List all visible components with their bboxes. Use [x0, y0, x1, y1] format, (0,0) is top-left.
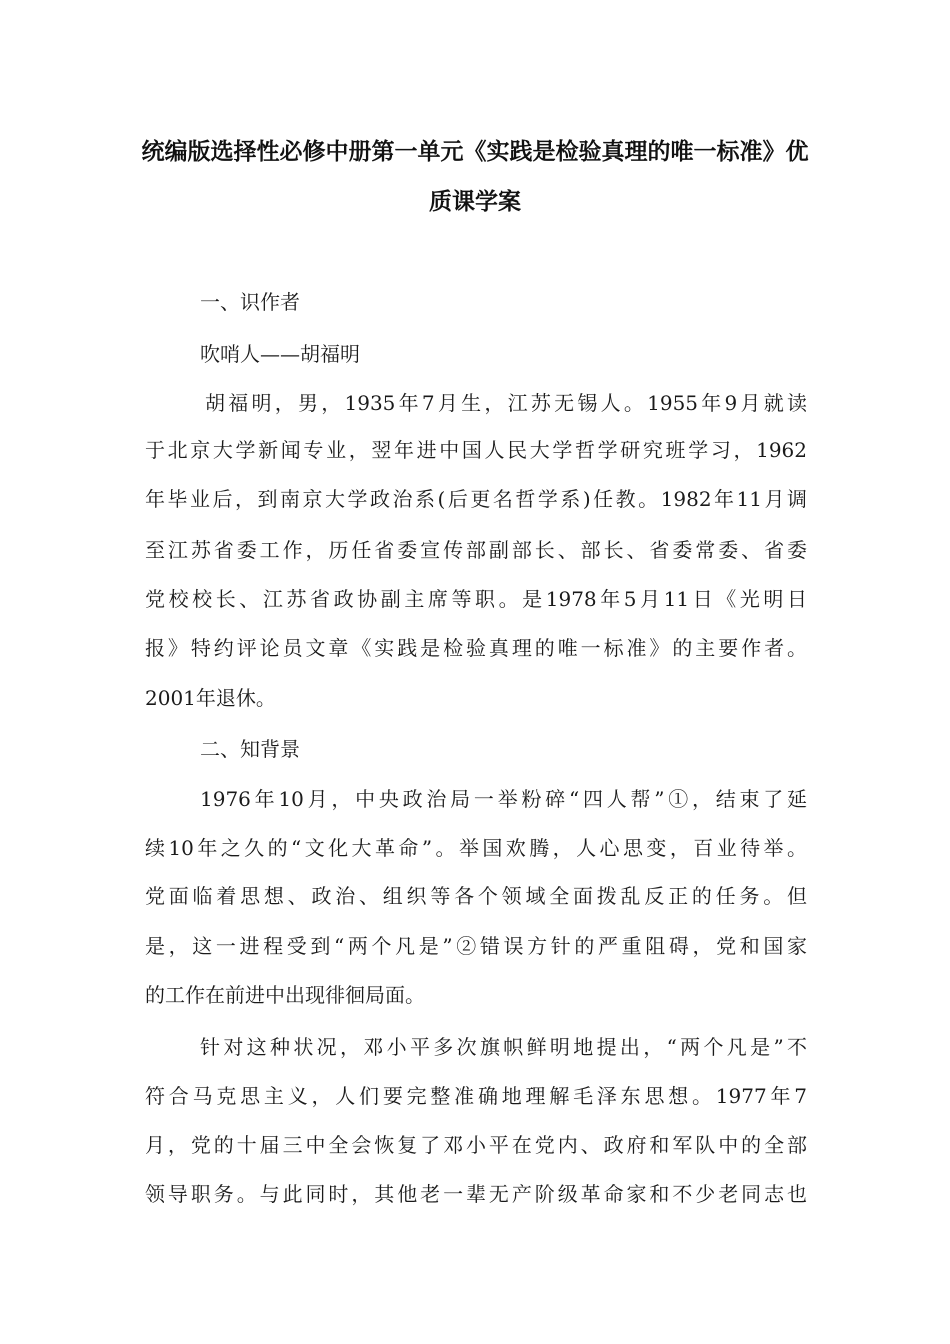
paragraph-line: 月，党的十届三中全会恢复了邓小平在党内、政府和军队中的全部: [145, 1133, 807, 1157]
paragraph-line: 针对这种状况，邓小平多次旗帜鲜明地提出，“两个凡是”不: [200, 1035, 807, 1059]
paragraph-line: 续10年之久的“文化大革命”。举国欢腾，人心思变，百业待举。: [145, 836, 807, 860]
document-title-line-2: 质课学案: [429, 189, 521, 215]
paragraph-line: 党校校长、江苏省政协副主席等职。是1978年5月11日《光明日: [145, 587, 807, 611]
paragraph-line: 是，这一进程受到“两个凡是”②错误方针的严重阻碍，党和国家: [145, 934, 807, 958]
paragraph-line: 党面临着思想、政治、组织等各个领域全面拨乱反正的任务。但: [145, 884, 807, 908]
paragraph-line: 符合马克思主义，人们要完整准确地理解毛泽东思想。1977年7: [145, 1084, 807, 1108]
paragraph-line: 1976年10月，中央政治局一举粉碎“四人帮”①，结束了延: [200, 787, 807, 811]
paragraph-line: 胡福明，男，1935年7月生，江苏无锡人。1955年9月就读: [205, 391, 807, 415]
document-title-line-1: 统编版选择性必修中册第一单元《实践是检验真理的唯一标准》优: [141, 139, 809, 165]
section-heading: 二、知背景: [200, 737, 300, 761]
paragraph-line: 年毕业后，到南京大学政治系(后更名哲学系)任教。1982年11月调: [145, 487, 807, 511]
paragraph-line: 2001年退休。: [145, 686, 276, 710]
paragraph-line: 至江苏省委工作，历任省委宣传部副部长、部长、省委常委、省委: [145, 538, 807, 562]
paragraph-line: 于北京大学新闻专业，翌年进中国人民大学哲学研究班学习，1962: [145, 438, 807, 462]
subheading: 吹哨人——胡福明: [200, 342, 360, 366]
paragraph-line: 报》特约评论员文章《实践是检验真理的唯一标准》的主要作者。: [145, 636, 807, 660]
paragraph-line: 领导职务。与此同时，其他老一辈无产阶级革命家和不少老同志也: [145, 1182, 807, 1206]
paragraph-line: 的工作在前进中出现徘徊局面。: [145, 983, 425, 1007]
section-heading: 一、识作者: [200, 290, 300, 314]
